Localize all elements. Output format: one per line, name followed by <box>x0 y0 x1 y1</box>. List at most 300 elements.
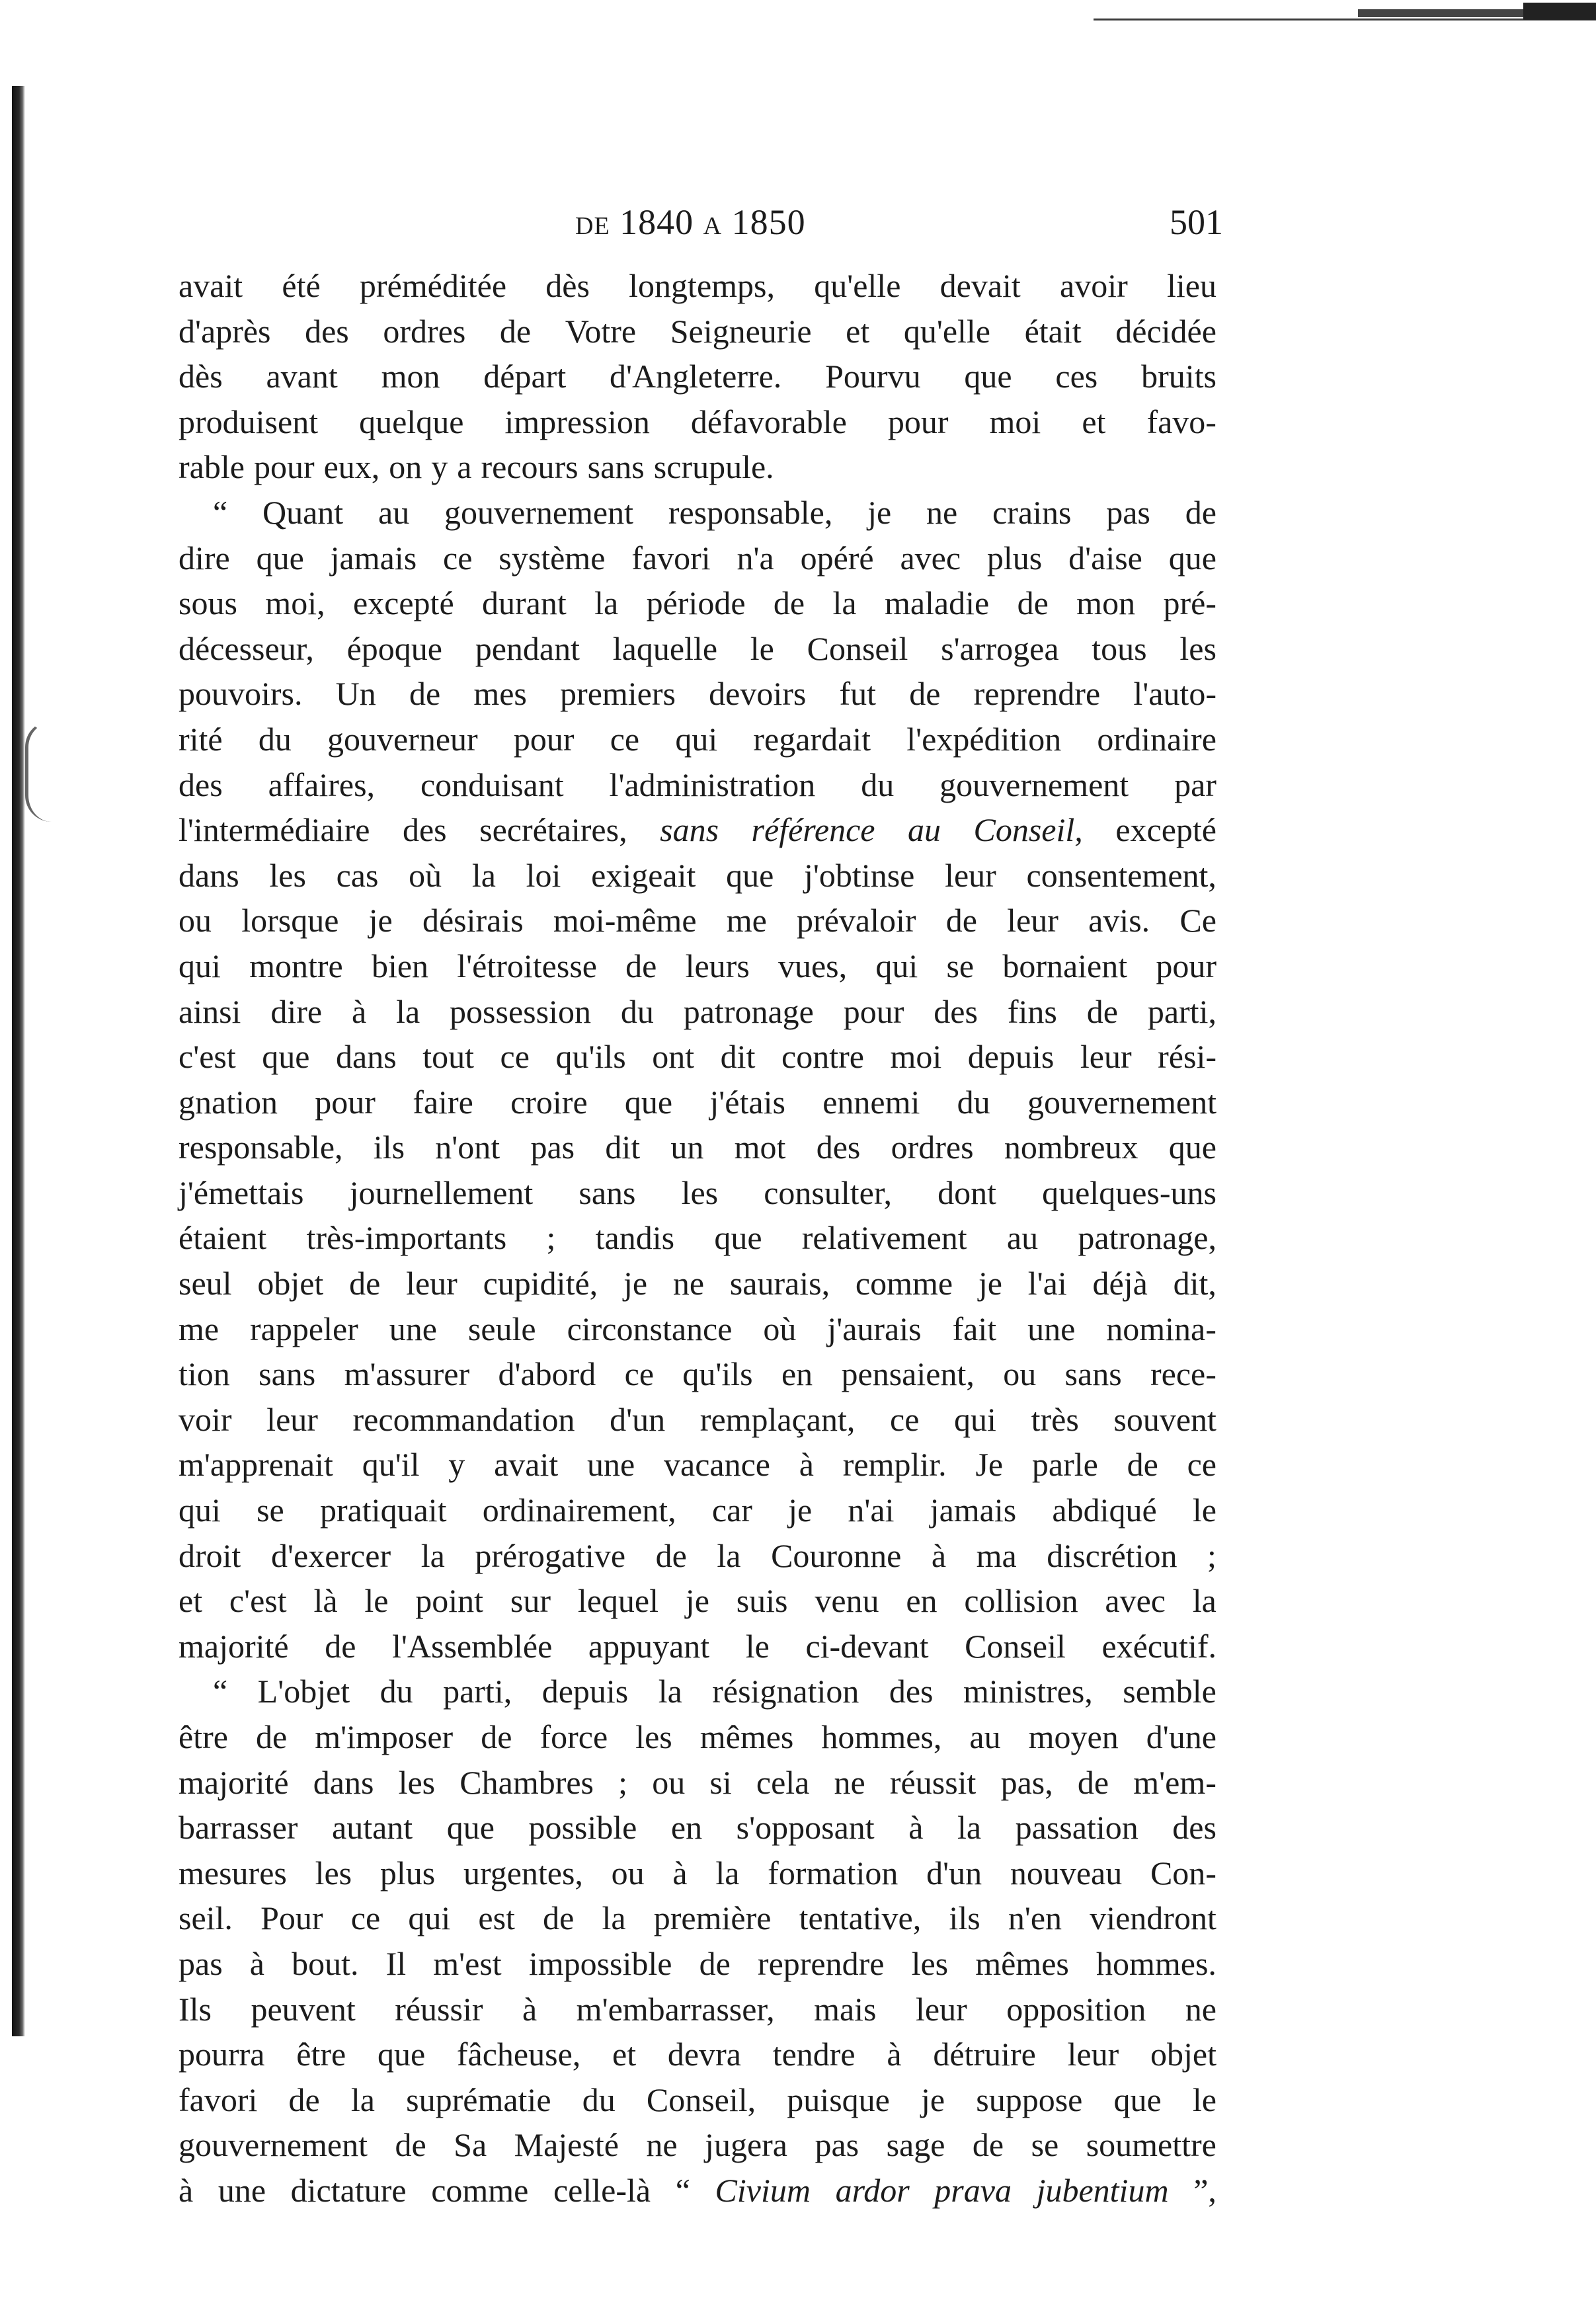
text-line <box>179 1170 1217 1216</box>
word: vues, <box>778 947 848 984</box>
text-line <box>179 1306 1217 1352</box>
word: s'arrogea <box>941 629 1059 667</box>
word: sans <box>1064 1355 1122 1393</box>
word: l'auto- <box>1133 675 1217 713</box>
word: quelque <box>359 403 464 440</box>
word: celle-là <box>553 2171 651 2209</box>
word: en <box>906 1582 938 1620</box>
text-line <box>179 263 1217 309</box>
word: à <box>522 1990 538 2028</box>
word: j'obtinse <box>804 856 915 894</box>
word: sans <box>259 1355 316 1393</box>
word: n'ont <box>435 1129 500 1166</box>
word: l'administration <box>609 766 816 803</box>
word: s'opposant <box>736 1809 875 1847</box>
word: venu <box>815 1582 879 1620</box>
word: à <box>672 1854 688 1892</box>
word: que <box>714 1219 762 1257</box>
word: la <box>420 1536 445 1574</box>
word: ils <box>373 1129 405 1166</box>
text-line <box>179 807 1217 853</box>
word: des <box>402 811 447 849</box>
word: fut <box>839 675 877 713</box>
word: force <box>539 1718 608 1755</box>
word: avant <box>266 358 338 395</box>
word: ont <box>652 1038 695 1076</box>
word: collision <box>964 1582 1078 1620</box>
word: la <box>715 1854 740 1892</box>
word: tout <box>422 1038 474 1076</box>
word: d'exercer <box>271 1536 391 1574</box>
word: seul <box>179 1265 232 1302</box>
word: discrétion <box>1047 1536 1177 1574</box>
word: d'aise <box>1068 539 1142 577</box>
word: pas <box>179 1944 223 1982</box>
word: ; <box>546 1219 556 1257</box>
word: ordinairement, <box>482 1492 676 1529</box>
word: dans <box>313 1763 374 1801</box>
word: vacance <box>664 1446 770 1484</box>
word: majorité <box>179 1763 289 1801</box>
word: être <box>179 1718 228 1755</box>
word: que <box>377 2036 426 2073</box>
word: pour <box>315 1083 376 1121</box>
word: on <box>389 448 422 486</box>
word: patronage <box>683 992 814 1030</box>
word: m'apprenait <box>179 1446 333 1484</box>
text-line <box>179 580 1217 626</box>
word: le <box>745 1627 770 1665</box>
word: mêmes <box>975 1944 1069 1982</box>
word: des <box>816 1129 861 1166</box>
word: pas <box>1106 493 1150 531</box>
word: lorsque <box>241 902 339 939</box>
word: dont <box>938 1174 997 1211</box>
word: de <box>349 1265 381 1302</box>
word: appuyant <box>588 1627 710 1665</box>
word: dans <box>336 1038 397 1076</box>
word: pouvoirs. <box>179 675 303 713</box>
word: pré- <box>1163 584 1217 622</box>
word: bornaient <box>1002 947 1128 984</box>
word: que <box>256 539 304 577</box>
text-line <box>179 536 1217 581</box>
word: j'aurais <box>827 1310 922 1347</box>
word: les <box>398 1763 436 1801</box>
word: depuis <box>967 1038 1055 1076</box>
word: d'une <box>1146 1718 1217 1755</box>
word: exécutif. <box>1101 1627 1217 1665</box>
word: eux, <box>323 448 380 486</box>
word: m'assurer <box>344 1355 470 1393</box>
word: d'Angleterre. <box>610 358 782 395</box>
text-line <box>179 1669 1217 1714</box>
word: mêmes <box>699 1718 794 1755</box>
word: ce <box>350 1899 381 1937</box>
word: du <box>258 720 292 758</box>
word: circonstance <box>567 1310 733 1347</box>
word: de <box>288 2081 320 2118</box>
word: L'objet <box>257 1673 350 1710</box>
word: abdiqué <box>1052 1492 1157 1529</box>
word: se <box>257 1492 284 1529</box>
word: fins <box>1007 992 1057 1030</box>
word: que <box>624 1083 673 1121</box>
word: peuvent <box>251 1990 356 2028</box>
word: si <box>709 1763 732 1801</box>
word: objet <box>1150 2036 1217 2073</box>
word: très <box>1031 1400 1079 1438</box>
word: à <box>799 1446 814 1484</box>
word: décidée <box>1115 312 1217 350</box>
word: déjà <box>1092 1265 1148 1302</box>
word: seule <box>467 1310 536 1347</box>
word: de <box>409 675 441 713</box>
word: ennemi <box>822 1083 920 1121</box>
word: gouvernement <box>444 493 634 531</box>
word: qui <box>408 1899 451 1937</box>
word: avis. <box>1088 902 1150 939</box>
word: leur <box>915 1990 967 2028</box>
word: où <box>763 1310 797 1347</box>
word: hommes. <box>1096 1944 1217 1982</box>
word: dès <box>545 267 590 304</box>
word: défavorable <box>690 403 847 440</box>
word: système <box>499 539 606 577</box>
word: Seigneurie <box>670 312 812 350</box>
word: l'expédition <box>906 720 1062 758</box>
word: ne <box>834 1763 865 1801</box>
word: maladie <box>884 584 990 622</box>
word: les <box>1179 629 1217 667</box>
word: cela <box>756 1763 810 1801</box>
word: avec <box>900 539 961 577</box>
word: dit, <box>1173 1265 1217 1302</box>
word: de <box>699 1944 731 1982</box>
word: premiers <box>560 675 676 713</box>
word: ; <box>618 1763 628 1801</box>
text-line <box>179 1080 1217 1125</box>
word: et <box>612 2036 637 2073</box>
word: mes <box>473 675 527 713</box>
word: mon <box>381 358 440 395</box>
word: consulter, <box>764 1174 893 1211</box>
word: à <box>887 2036 902 2073</box>
word: tous <box>1092 629 1147 667</box>
word: en <box>670 1809 703 1847</box>
word: moi, <box>265 584 325 622</box>
word: de <box>543 1899 575 1937</box>
text-line <box>179 1714 1217 1760</box>
word: ils <box>949 1899 980 1937</box>
word: dès <box>179 358 223 395</box>
word: ci-devant <box>805 1627 929 1665</box>
word: au <box>378 493 410 531</box>
word: prava <box>934 2171 1012 2209</box>
word: en <box>781 1355 813 1393</box>
word: départ <box>483 358 567 395</box>
text-line <box>179 1987 1217 2032</box>
word: n'ai <box>848 1492 895 1529</box>
page-number: 501 <box>1170 202 1223 242</box>
word: ne <box>926 493 958 531</box>
text-line <box>179 762 1217 808</box>
word: de <box>972 2126 1004 2164</box>
word: la <box>832 584 857 622</box>
word: la <box>658 1673 682 1710</box>
word: et <box>846 312 870 350</box>
word: de <box>909 675 941 713</box>
word: bruits <box>1141 358 1217 395</box>
word: ce <box>443 539 473 577</box>
word: les <box>911 1944 949 1982</box>
word: qu'il <box>362 1446 420 1484</box>
text-line <box>179 444 1217 490</box>
word: Votre <box>565 312 637 350</box>
word: des <box>1172 1809 1217 1847</box>
word: d'après <box>179 312 271 350</box>
word: leur <box>945 856 996 894</box>
word: jamais <box>330 539 417 577</box>
word: l'ai <box>1027 1265 1067 1302</box>
word: des <box>934 992 978 1030</box>
word: souvent <box>1113 1400 1217 1438</box>
word: être <box>296 2036 346 2073</box>
word: à <box>351 992 367 1030</box>
word: dictature <box>290 2171 407 2209</box>
word: suis <box>736 1582 788 1620</box>
word: ne <box>646 2126 678 2164</box>
word: d'abord <box>498 1355 596 1393</box>
word: sans <box>660 811 719 849</box>
word: gnation <box>179 1083 278 1121</box>
word: barrasser <box>179 1809 298 1847</box>
word: viendront <box>1090 1899 1217 1937</box>
word: moi <box>890 1038 942 1076</box>
word: que <box>262 1038 310 1076</box>
word: moyen <box>1028 1718 1119 1755</box>
word: comme <box>855 1265 953 1302</box>
text-line <box>179 989 1217 1035</box>
text-line <box>179 1351 1217 1397</box>
word: favo- <box>1146 403 1217 440</box>
word: le <box>1192 2081 1217 2118</box>
word: me <box>726 902 767 939</box>
word: parti, <box>443 1673 512 1710</box>
word: se <box>1031 2126 1059 2164</box>
word: prérogative <box>475 1536 626 1574</box>
word: tentative, <box>799 1899 922 1937</box>
word: exigeait <box>591 856 696 894</box>
word: scrupule. <box>653 448 774 486</box>
word: d'un <box>610 1400 666 1438</box>
word: c'est <box>229 1582 287 1620</box>
word: du <box>582 2081 616 2118</box>
word: Con- <box>1150 1854 1217 1892</box>
word: gouverneur <box>327 720 478 758</box>
text-line <box>179 1851 1217 1896</box>
word: pour <box>887 403 949 440</box>
word: réussit <box>889 1763 977 1801</box>
word: seil. <box>179 1899 233 1937</box>
word: laquelle <box>612 629 718 667</box>
text-line <box>179 2032 1217 2077</box>
word: de <box>655 1536 687 1574</box>
word: les <box>269 856 306 894</box>
word: possession <box>450 992 591 1030</box>
word: faire <box>413 1083 473 1121</box>
word: nombreux <box>1004 1129 1138 1166</box>
word: sage <box>886 2126 945 2164</box>
word: possible <box>528 1809 637 1847</box>
word: gouvernement <box>939 766 1129 803</box>
word: j'étais <box>709 1083 785 1121</box>
word: ne <box>1185 1990 1217 2028</box>
text-line <box>179 2168 1217 2213</box>
text-line <box>179 1215 1217 1261</box>
word: saurais, <box>729 1265 830 1302</box>
word: la <box>1192 1582 1217 1620</box>
word: ordres <box>383 312 466 350</box>
word: qui <box>675 720 718 758</box>
word: suprématie <box>406 2081 551 2118</box>
word: étaient <box>179 1219 267 1257</box>
word: de <box>255 1718 288 1755</box>
running-title: de 1840 a 1850 <box>575 202 806 242</box>
word: pendant <box>475 629 580 667</box>
word: je <box>788 1492 813 1529</box>
word: Conseil, <box>646 2081 756 2118</box>
word: le <box>364 1582 389 1620</box>
word: impossible <box>528 1944 672 1982</box>
word: ordres <box>891 1129 974 1166</box>
word: et <box>179 1582 203 1620</box>
word: ou <box>1003 1355 1037 1393</box>
word: Ils <box>179 1990 212 2028</box>
word: semble <box>1123 1673 1217 1710</box>
text-line <box>179 309 1217 354</box>
word: leur <box>1080 1038 1132 1076</box>
word: tandis <box>595 1219 675 1257</box>
word: y <box>448 1446 465 1484</box>
word: de <box>773 584 805 622</box>
word: crains <box>992 493 1072 531</box>
word: dit <box>720 1038 756 1076</box>
word: excepté <box>1115 811 1217 849</box>
text-line <box>179 1805 1217 1851</box>
word: ardor <box>835 2171 910 2209</box>
word: recours <box>481 448 579 486</box>
word: formation <box>768 1854 898 1892</box>
text-line <box>179 1578 1217 1624</box>
word: pas <box>530 1129 575 1166</box>
word: ne <box>672 1265 705 1302</box>
word: de <box>945 902 977 939</box>
word: pratiquait <box>319 1492 447 1529</box>
word: hommes, <box>821 1718 942 1755</box>
word: reprendre <box>757 1944 885 1982</box>
word: Il <box>385 1944 407 1982</box>
word: opéré <box>800 539 874 577</box>
word: quelques-uns <box>1042 1174 1217 1211</box>
word: n'en <box>1008 1899 1062 1937</box>
word: avoir <box>1060 267 1128 304</box>
word: là <box>313 1582 338 1620</box>
word: des <box>889 1673 934 1710</box>
word: je <box>921 2081 945 2118</box>
word: jugera <box>705 2126 787 2164</box>
word: résignation <box>712 1673 859 1710</box>
word: lieu <box>1167 267 1217 304</box>
word: des <box>305 312 349 350</box>
word: la <box>957 1809 982 1847</box>
word: m'est <box>433 1944 502 1982</box>
word: mon <box>1076 584 1136 622</box>
word: la <box>594 584 619 622</box>
word: rece- <box>1150 1355 1217 1393</box>
text-line <box>179 1034 1217 1080</box>
word: suppose <box>976 2081 1083 2118</box>
word: autant <box>332 1809 413 1847</box>
word: croire <box>510 1083 588 1121</box>
word: de <box>1185 493 1217 531</box>
text-line <box>179 1760 1217 1806</box>
word: ministres, <box>963 1673 1093 1710</box>
word: c'est <box>179 1038 236 1076</box>
word: sans <box>579 1174 636 1211</box>
text-line <box>179 853 1217 898</box>
word: Conseil, <box>973 811 1083 849</box>
word: rité <box>179 720 223 758</box>
word: que <box>964 358 1012 395</box>
word: reprendre <box>973 675 1101 713</box>
word: époque <box>346 629 442 667</box>
text-line <box>179 1442 1217 1488</box>
text-line <box>179 1397 1217 1443</box>
word: je <box>978 1265 1002 1302</box>
word: ce <box>610 720 640 758</box>
word: ainsi <box>179 992 241 1030</box>
word: mesures <box>179 1854 287 1892</box>
word: que <box>1168 539 1217 577</box>
word: nomina- <box>1106 1310 1217 1347</box>
word: avait <box>494 1446 559 1484</box>
word: ordinaire <box>1097 720 1217 758</box>
word: puisque <box>787 2081 890 2118</box>
word: passation <box>1015 1809 1138 1847</box>
word: qui <box>875 947 918 984</box>
running-header <box>192 202 1223 255</box>
word: que <box>1113 2081 1162 2118</box>
word: “ <box>213 493 228 531</box>
text-line <box>179 1261 1217 1306</box>
word: j'émettais <box>179 1174 304 1211</box>
word: Conseil <box>807 629 908 667</box>
text-line <box>179 1488 1217 1533</box>
body-text <box>179 263 1217 2213</box>
word: voir <box>179 1400 232 1438</box>
word: ma <box>976 1536 1017 1574</box>
word: de <box>1017 584 1049 622</box>
word: ce <box>500 1038 530 1076</box>
word: du <box>861 766 895 803</box>
word: que <box>446 1809 495 1847</box>
word: favori <box>631 539 711 577</box>
word: Ce <box>1179 902 1217 939</box>
word: que <box>726 856 774 894</box>
word: à <box>931 1536 947 1574</box>
word: pour <box>513 720 575 758</box>
